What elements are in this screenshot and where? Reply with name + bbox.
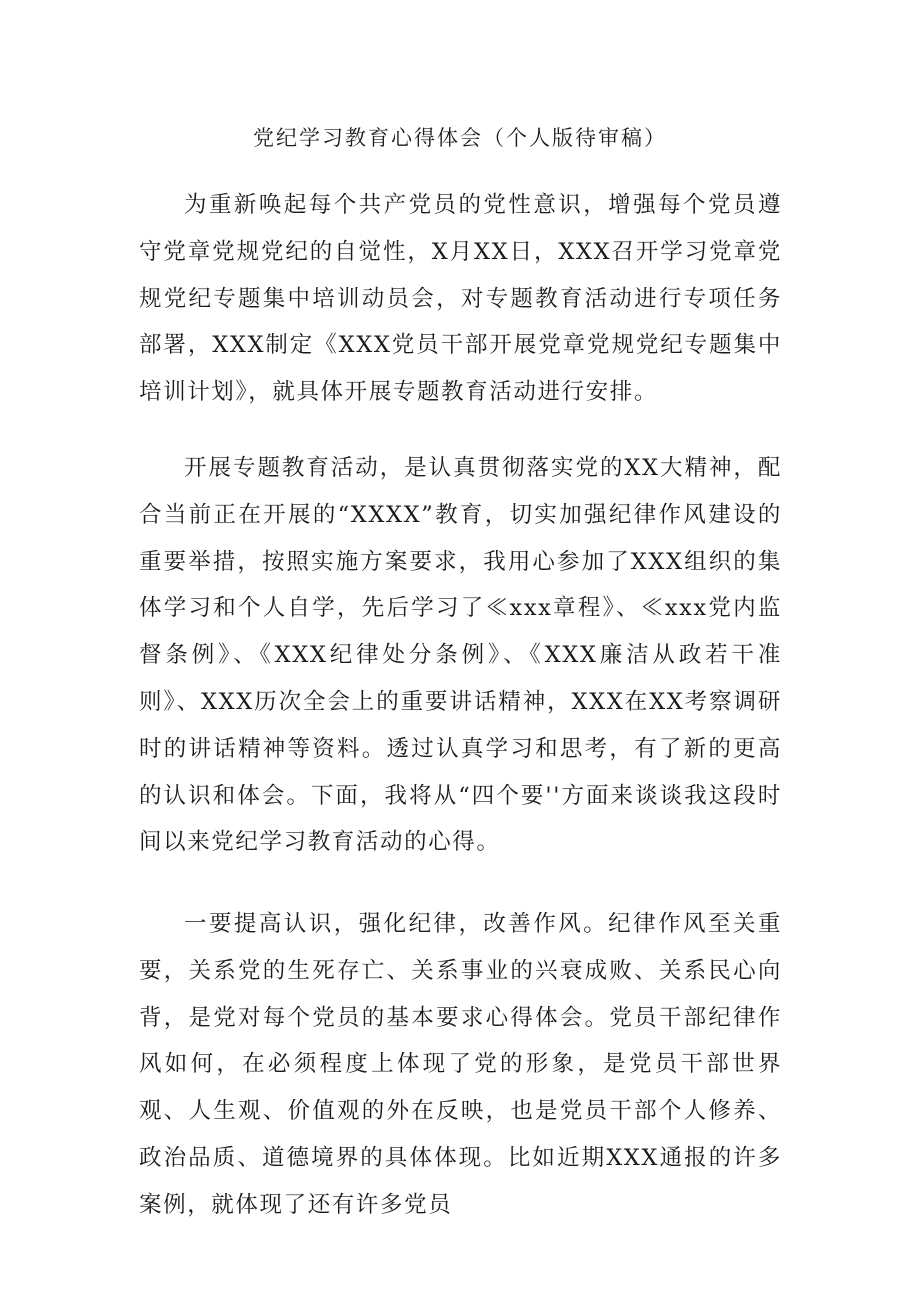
paragraph-3: 一要提高认识，强化纪律，改善作风。纪律作风至关重要，关系党的生死存亡、关系事业的兴衰成败、关系民心向背，是党对每个党员的基本要求心得体会。党员干部纪律作风如何，在必须程度上体现了党的形象，是党员干部世界观、人生观、价值观的外在反映，也是党员干部个人修养、政治品质、道德境界的具体体现。比如近期XXX通报的许多案例，就体现了还有许多党员 xyxy=(139,911,782,1218)
document-title: 党纪学习教育心得体会（个人版待审稿） xyxy=(253,126,667,150)
paragraph-2: 开展专题教育活动，是认真贯彻落实党的XX大精神，配合当前正在开展的“XXXX”教育，切实加强纪律作风建设的重要举措，按照实施方案要求，我用心参加了XXX组织的集体学习和个人自学，先后学习了≪xxx章程》、≪xxx党内监督条例》、《XXX纪律处分条例》、《XXX廉洁从政若干准则》、XXX历次全会上的重要讲话精神，XXX在XX考察调研时的讲话精神等资料。透过认真学习和思考，有了新的更高的认识和体会。下面，我将从“四个要''方面来谈谈我这段时间以来党纪学习教育活动的心得。 xyxy=(139,455,782,856)
paragraph-1: 为重新唤起每个共产党员的党性意识，增强每个党员遵守党章党规党纪的自觉性，X月XX日，XXX召开学习党章党规党纪专题集中培训动员会，对专题教育活动进行专项任务部署，XXX制定《XXX党员干部开展党章党规党纪专题集中培训计划》，就具体开展专题教育活动进行安排。 xyxy=(139,192,782,406)
